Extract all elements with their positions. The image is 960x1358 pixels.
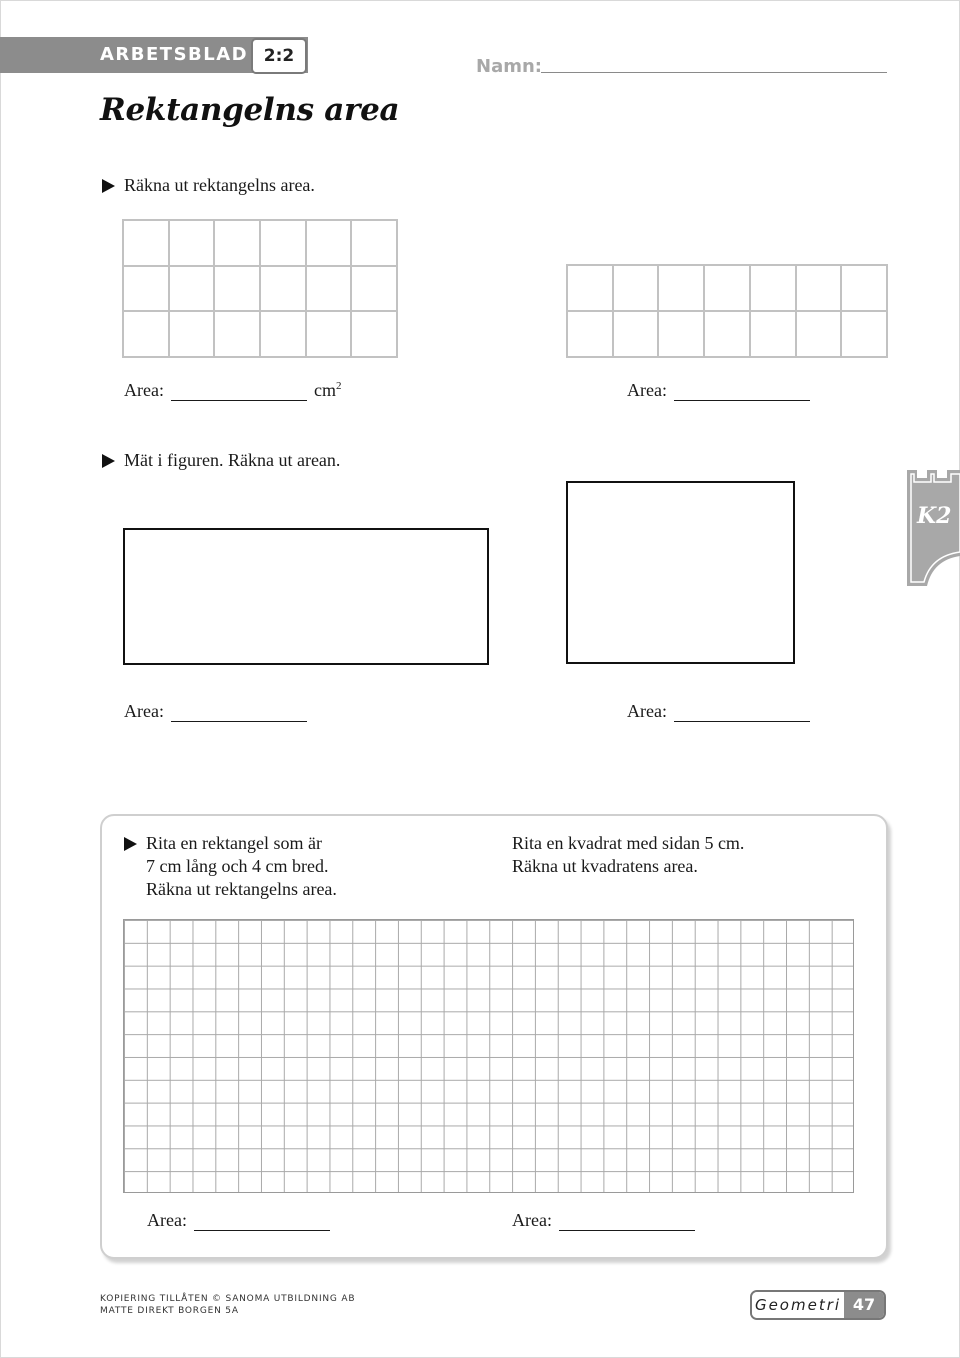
grid-cell: [170, 221, 214, 265]
area-answer-4: [627, 701, 810, 722]
grid-cell: [705, 266, 749, 310]
grid-cell: [307, 267, 351, 311]
area-label: Area:: [124, 701, 164, 721]
grid-rectangle-right: [566, 264, 888, 358]
chapter-tab-label: K2: [917, 503, 952, 529]
arrow-right-icon: [102, 454, 115, 468]
grid-cell: [797, 266, 841, 310]
grid-cell: [170, 267, 214, 311]
grid-cell: [614, 312, 658, 356]
grid-cell: [261, 267, 305, 311]
grid-cell: [659, 312, 703, 356]
area-answer-6: [512, 1210, 695, 1231]
grid-cell: [797, 312, 841, 356]
instruction-1-text: Räkna ut rektangelns area.: [124, 175, 315, 195]
measure-square: [566, 481, 795, 664]
grid-cell: [307, 221, 351, 265]
instruction-2: [102, 450, 340, 471]
area-unit: $cm^2$: [313, 380, 342, 400]
grid-rectangle-left: [122, 219, 398, 358]
worksheet-label: ARBETSBLAD: [100, 44, 249, 65]
book-title-line: MATTE DIREKT BORGEN 5A: [100, 1306, 239, 1316]
grid-cell: [842, 266, 886, 310]
grid-cell: [751, 266, 795, 310]
area-label: Area:: [627, 380, 667, 400]
grid-cell: [124, 221, 168, 265]
area-answer-line[interactable]: [171, 382, 307, 401]
grid-cell: [352, 221, 396, 265]
area-label: Area:: [627, 701, 667, 721]
subject-label: Geometri: [752, 1292, 844, 1318]
area-label: Area:: [512, 1210, 552, 1230]
grid-cell: [842, 312, 886, 356]
grid-cell: [215, 312, 259, 356]
arrow-right-icon: [102, 179, 115, 193]
arrow-right-icon: [124, 837, 137, 851]
grid-cell: [261, 221, 305, 265]
grid-cell: [568, 312, 612, 356]
instruction-2-text: Mät i figuren. Räkna ut arean.: [124, 450, 341, 470]
grid-cell: [261, 312, 305, 356]
area-answer-line[interactable]: [559, 1212, 695, 1231]
worksheet-number-badge: 2:2: [251, 38, 307, 74]
grid-cell: [751, 312, 795, 356]
grid-cell: [659, 266, 703, 310]
grid-cell: [705, 312, 749, 356]
drawing-grid[interactable]: [123, 919, 854, 1193]
grid-cell: [124, 267, 168, 311]
area-answer-1: [124, 380, 341, 401]
grid-cell: [614, 266, 658, 310]
area-answer-line[interactable]: [674, 382, 810, 401]
grid-cell: [307, 312, 351, 356]
area-answer-3: [124, 701, 307, 722]
grid-cell: [215, 221, 259, 265]
area-answer-line[interactable]: [171, 703, 307, 722]
grid-cell: [215, 267, 259, 311]
area-answer-line[interactable]: [194, 1212, 330, 1231]
grid-cell: [352, 312, 396, 356]
area-label: Area:: [147, 1210, 187, 1230]
subject-page-pill: [750, 1290, 886, 1320]
grid-cell: [352, 267, 396, 311]
grid-cell: [170, 312, 214, 356]
measure-rectangle: [123, 528, 489, 665]
area-answer-5: [147, 1210, 330, 1231]
copyright-line: KOPIERING TILLÅTEN © SANOMA UTBILDNING AB: [100, 1294, 356, 1304]
area-answer-2: [627, 380, 810, 401]
grid-cell: [124, 312, 168, 356]
name-input-line[interactable]: [541, 72, 887, 73]
area-answer-line[interactable]: [674, 703, 810, 722]
instruction-1: [102, 175, 315, 196]
area-label: Area:: [124, 380, 164, 400]
task-square: Rita en kvadrat med sidan 5 cm. Räkna ut kvadratens area.: [512, 833, 745, 876]
page-title: Rektangelns area: [100, 92, 400, 128]
grid-cell: [568, 266, 612, 310]
page-number: 47: [844, 1292, 884, 1318]
name-label: Namn:: [476, 56, 542, 77]
task-rectangle: Rita en rektangel som är 7 cm lång och 4 cm bred. Räkna ut rektangelns area.: [124, 832, 337, 901]
